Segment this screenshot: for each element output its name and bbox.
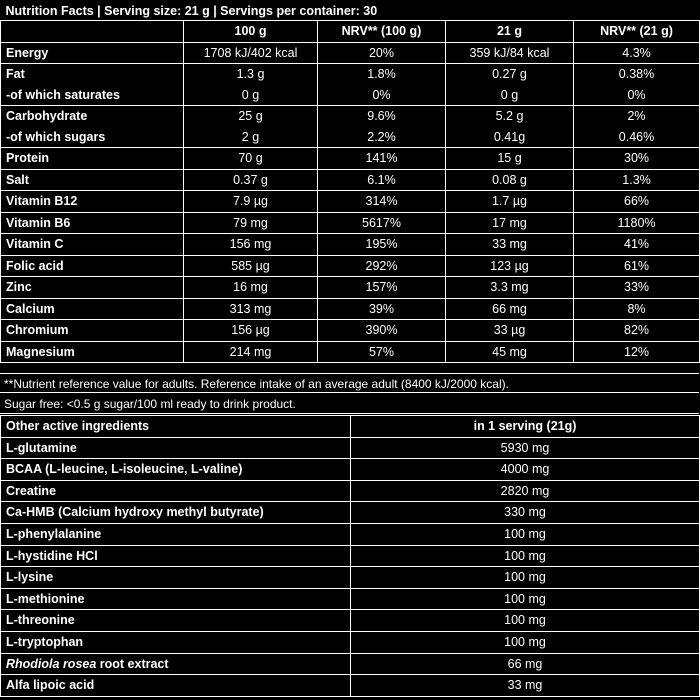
table-row [1, 277, 700, 299]
nutrient-name: Salt [1, 169, 184, 191]
ingredient-amount: 100 mg [351, 610, 700, 632]
ingredient-amount: 330 mg [351, 502, 700, 524]
table-row [1, 255, 700, 277]
ingredient-name: L-phenylalanine [1, 523, 351, 545]
nutrient-value: 0.37 g [184, 169, 318, 191]
nutrient-name: Energy [1, 42, 184, 64]
nutrient-value: 156 µg [184, 320, 318, 342]
nutrient-value: 390% [318, 320, 446, 342]
nutrient-value: 0.27 g [492, 67, 527, 81]
table-row [1, 106, 700, 148]
table-row [1, 523, 700, 545]
nutrient-value: 0.38% [618, 67, 655, 81]
nutrient-value: 7.9 µg [184, 191, 318, 213]
nutrient-name: Carbohydrate [6, 109, 88, 123]
nutrient-name: Vitamin B12 [1, 191, 184, 213]
ingredient-amount: 4000 mg [351, 459, 700, 481]
nutrient-value: 33 µg [446, 320, 574, 342]
sub-nutrient-value: 0% [372, 87, 391, 102]
nutrient-value: 79 mg [184, 212, 318, 234]
table-row [1, 341, 700, 363]
nutrient-value: 313 mg [184, 298, 318, 320]
ingredient-name: L-hystidine HCl [1, 545, 351, 567]
ingredient-name: Alfa lipoic acid [1, 675, 351, 697]
nutrient-value [446, 64, 574, 106]
ingredient-name-rest: root extract [96, 656, 169, 671]
column-header: NRV** (100 g) [318, 21, 446, 43]
sub-nutrient-value: 2 g [241, 129, 260, 144]
nutrient-value: 30% [574, 148, 700, 170]
table-row [1, 234, 700, 256]
nutrient-name: Chromium [1, 320, 184, 342]
nutrient-value [574, 106, 700, 148]
table-row [1, 567, 700, 589]
nutrient-name: Fat [6, 67, 25, 81]
nutrient-value: 6.1% [318, 169, 446, 191]
column-header: 100 g [184, 21, 318, 43]
nutrient-name [1, 106, 184, 148]
nutrient-value [446, 106, 574, 148]
ingredient-amount: 100 mg [351, 523, 700, 545]
table-row [1, 480, 700, 502]
ingredient-amount: 5930 mg [351, 437, 700, 459]
nutrient-value: 82% [574, 320, 700, 342]
nutrient-value: 70 g [184, 148, 318, 170]
column-header: Other active ingredients [1, 416, 351, 438]
nutrient-value: 2% [627, 109, 646, 123]
table-row [1, 545, 700, 567]
nutrient-value: 33 mg [446, 234, 574, 256]
ingredient-amount: 2820 mg [351, 480, 700, 502]
nutrient-value: 45 mg [446, 341, 574, 363]
nutrient-value [184, 106, 318, 148]
sub-nutrient-value: 0 g [500, 87, 519, 102]
nutrient-value: 39% [318, 298, 446, 320]
nutrient-value: 123 µg [446, 255, 574, 277]
nutrient-value: 359 kJ/84 kcal [446, 42, 574, 64]
nutrient-value: 8% [574, 298, 700, 320]
ingredient-name: L-tryptophan [1, 631, 351, 653]
nutrient-name: Calcium [1, 298, 184, 320]
nutrient-value: 57% [318, 341, 446, 363]
table-row [1, 320, 700, 342]
active-ingredients-table [0, 415, 700, 697]
column-header: NRV** (21 g) [574, 21, 700, 43]
table-row [1, 459, 700, 481]
nutrient-value: 1708 kJ/402 kcal [184, 42, 318, 64]
nutrient-value: 141% [318, 148, 446, 170]
nutrient-value: 1.8% [367, 67, 396, 81]
table-row [1, 169, 700, 191]
nutrient-value [318, 106, 446, 148]
nutrient-value: 5.2 g [495, 109, 524, 123]
nutrient-name: Vitamin C [1, 234, 184, 256]
nutrient-value: 61% [574, 255, 700, 277]
nutrient-value: 9.6% [367, 109, 396, 123]
nutrient-value: 1.3% [574, 169, 700, 191]
ingredient-name: L-threonine [1, 610, 351, 632]
nutrient-value: 41% [574, 234, 700, 256]
column-header: 21 g [446, 21, 574, 43]
nutrient-value: 1.3 g [236, 67, 265, 81]
nutrient-value: 12% [574, 341, 700, 363]
nutrient-value: 156 mg [184, 234, 318, 256]
sugar-free-note: Sugar free: <0.5 g sugar/100 ml ready to drink product. [0, 394, 699, 414]
nutrient-value: 25 g [238, 109, 263, 123]
nutrient-value: 3.3 mg [446, 277, 574, 299]
ingredient-name: BCAA (L-leucine, L-isoleucine, L-valine) [1, 459, 351, 481]
table-row [1, 148, 700, 170]
table-row [1, 502, 700, 524]
nutrient-value: 314% [318, 191, 446, 213]
nutrient-value: 585 µg [184, 255, 318, 277]
ingredient-name: Creatine [1, 480, 351, 502]
nutrient-value: 5617% [318, 212, 446, 234]
nutrient-value: 17 mg [446, 212, 574, 234]
nutrient-name [1, 64, 184, 106]
column-header: in 1 serving (21g) [351, 416, 700, 438]
table-row [1, 64, 700, 106]
nutrient-value [318, 64, 446, 106]
nutrient-value: 292% [318, 255, 446, 277]
nutrient-value: 66% [574, 191, 700, 213]
nutrient-value: 66 mg [446, 298, 574, 320]
nutrient-value: 15 g [446, 148, 574, 170]
ingredient-amount: 100 mg [351, 631, 700, 653]
nutrient-value: 1.7 µg [446, 191, 574, 213]
sub-nutrient-name: -of which saturates [6, 87, 120, 102]
ingredient-amount: 33 mg [351, 675, 700, 697]
ingredient-amount: 100 mg [351, 567, 700, 589]
table-row [1, 298, 700, 320]
nutrient-name: Protein [1, 148, 184, 170]
nutrient-value: 214 mg [184, 341, 318, 363]
nutrient-value: 20% [318, 42, 446, 64]
header-row [1, 416, 700, 438]
nutrient-value [184, 64, 318, 106]
sub-nutrient-value: 0.41g [493, 129, 526, 144]
nutrient-value: 4.3% [574, 42, 700, 64]
table-row [1, 610, 700, 632]
ingredient-name: L-lysine [1, 567, 351, 589]
sub-nutrient-name: -of which sugars [6, 129, 106, 144]
table-row [1, 191, 700, 213]
ingredient-name-italic: Rhodiola rosea [6, 656, 97, 671]
nutrient-value: 195% [318, 234, 446, 256]
table-row [1, 437, 700, 459]
nutrient-value: 0.08 g [446, 169, 574, 191]
ingredient-name: L-methionine [1, 588, 351, 610]
table-title: Nutrition Facts | Serving size: 21 g | Servings per container: 30 [1, 2, 700, 21]
nutrient-name: Folic acid [1, 255, 184, 277]
nutrient-value: 33% [574, 277, 700, 299]
nutrient-value: 16 mg [184, 277, 318, 299]
nrv-footnote: **Nutrient reference value for adults. Reference intake of an average adult (8400 kJ/2000 kcal). [0, 373, 699, 393]
table-row [1, 42, 700, 64]
column-header [1, 21, 184, 43]
nutrient-value [574, 64, 700, 106]
table-row [1, 588, 700, 610]
table-row [1, 212, 700, 234]
sub-nutrient-value: 2.2% [367, 129, 396, 144]
header-row [1, 21, 700, 43]
nutrition-facts-table [0, 2, 700, 363]
nutrient-name: Magnesium [1, 341, 184, 363]
table-row [1, 653, 700, 675]
ingredient-amount: 100 mg [351, 588, 700, 610]
table-row [1, 631, 700, 653]
sub-nutrient-value: 0% [627, 87, 646, 102]
nutrient-name: Vitamin B6 [1, 212, 184, 234]
table-row [1, 675, 700, 697]
nutrient-name: Zinc [1, 277, 184, 299]
ingredient-name: L-glutamine [1, 437, 351, 459]
nutrient-value: 157% [318, 277, 446, 299]
nutrient-value: 1180% [574, 212, 700, 234]
ingredient-amount: 66 mg [351, 653, 700, 675]
ingredient-amount: 100 mg [351, 545, 700, 567]
ingredient-name [1, 653, 351, 675]
sub-nutrient-value: 0 g [241, 87, 260, 102]
sub-nutrient-value: 0.46% [618, 129, 655, 144]
ingredient-name: Ca-HMB (Calcium hydroxy methyl butyrate) [1, 502, 351, 524]
